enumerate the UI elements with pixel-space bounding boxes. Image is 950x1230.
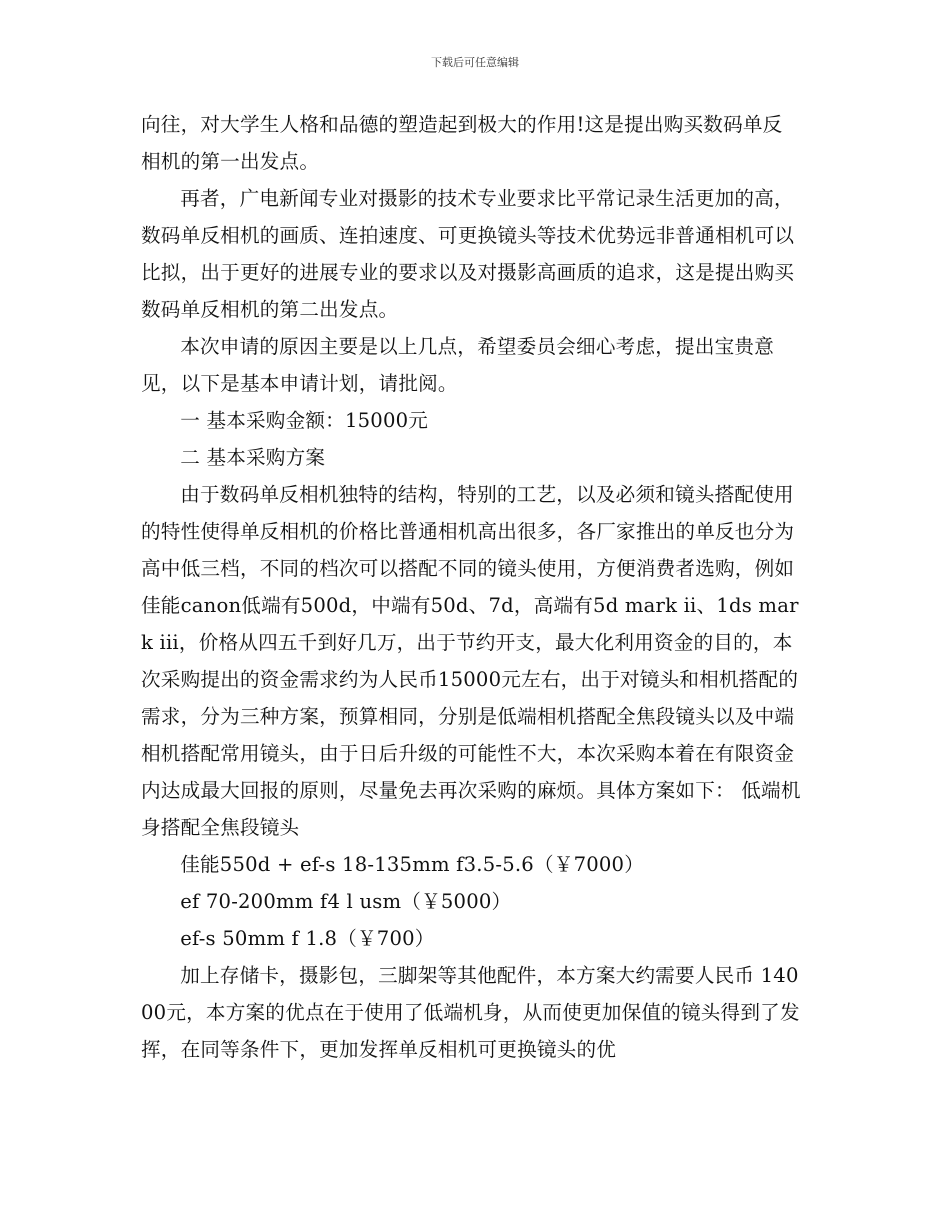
section-heading-plan: 二 基本采购方案 [180,446,326,469]
paragraph: 由于数码单反相机独特的结构，特别的工艺，以及必须和镜头搭配使用的特性使得单反相机的价格比普通相机高出很多，各厂家推出的单反也分为高中低三档，不同的档次可以搭配不同的镜头使用，方便消费者选购，例如佳能canon低端有500d，中端有50d、7d，高端有5d mark ii、1ds mark iii，价格从四五千到好几万，出于节约开支，最大化利用资金的目的，本次采购提出的资金需求约为人民币15000元左右，出于对镜头和相机搭配的需求，分为三种方案，预算相同，分别是低端相机搭配全焦段镜头以及中端相机搭配常用镜头，由于日后升级的可能性不大，本次采购本着在有限资金内达成最大回报的原则，尽量免去再次采购的麻烦。具体方案如下： 低端机身搭配全焦段镜头 [141,483,801,839]
list-item: ef-s 50mm f 1.8（￥700） [180,927,435,950]
list-item: ef 70-200mm f4 l usm（￥5000） [180,890,512,913]
page-header: 下载后可任意编辑 [431,56,519,69]
document-body [141,106,801,1068]
paragraph: 本次申请的原因主要是以上几点，希望委员会细心考虑，提出宝贵意见，以下是基本申请计划，请批阅。 [141,335,774,395]
paragraph: 再者，广电新闻专业对摄影的技术专业要求比平常记录生活更加的高，数码单反相机的画质、连拍速度、可更换镜头等技术优势远非普通相机可以比拟，出于更好的进展专业的要求以及对摄影高画质的追求，这是提出购买数码单反相机的第二出发点。 [141,187,795,321]
paragraph: 向往，对大学生人格和品德的塑造起到极大的作用!这是提出购买数码单反相机的第一出发点。 [141,113,783,173]
paragraph: 加上存储卡，摄影包，三脚架等其他配件，本方案大约需要人民币 14000元，本方案的优点在于使用了低端机身，从而使更加保值的镜头得到了发挥，在同等条件下，更加发挥单反相机可更换镜头的优 [141,964,800,1061]
list-item: 佳能550d + ef-s 18-135mm f3.5-5.6（￥7000） [180,853,645,876]
section-heading-budget: 一 基本采购金额：15000元 [180,409,429,432]
